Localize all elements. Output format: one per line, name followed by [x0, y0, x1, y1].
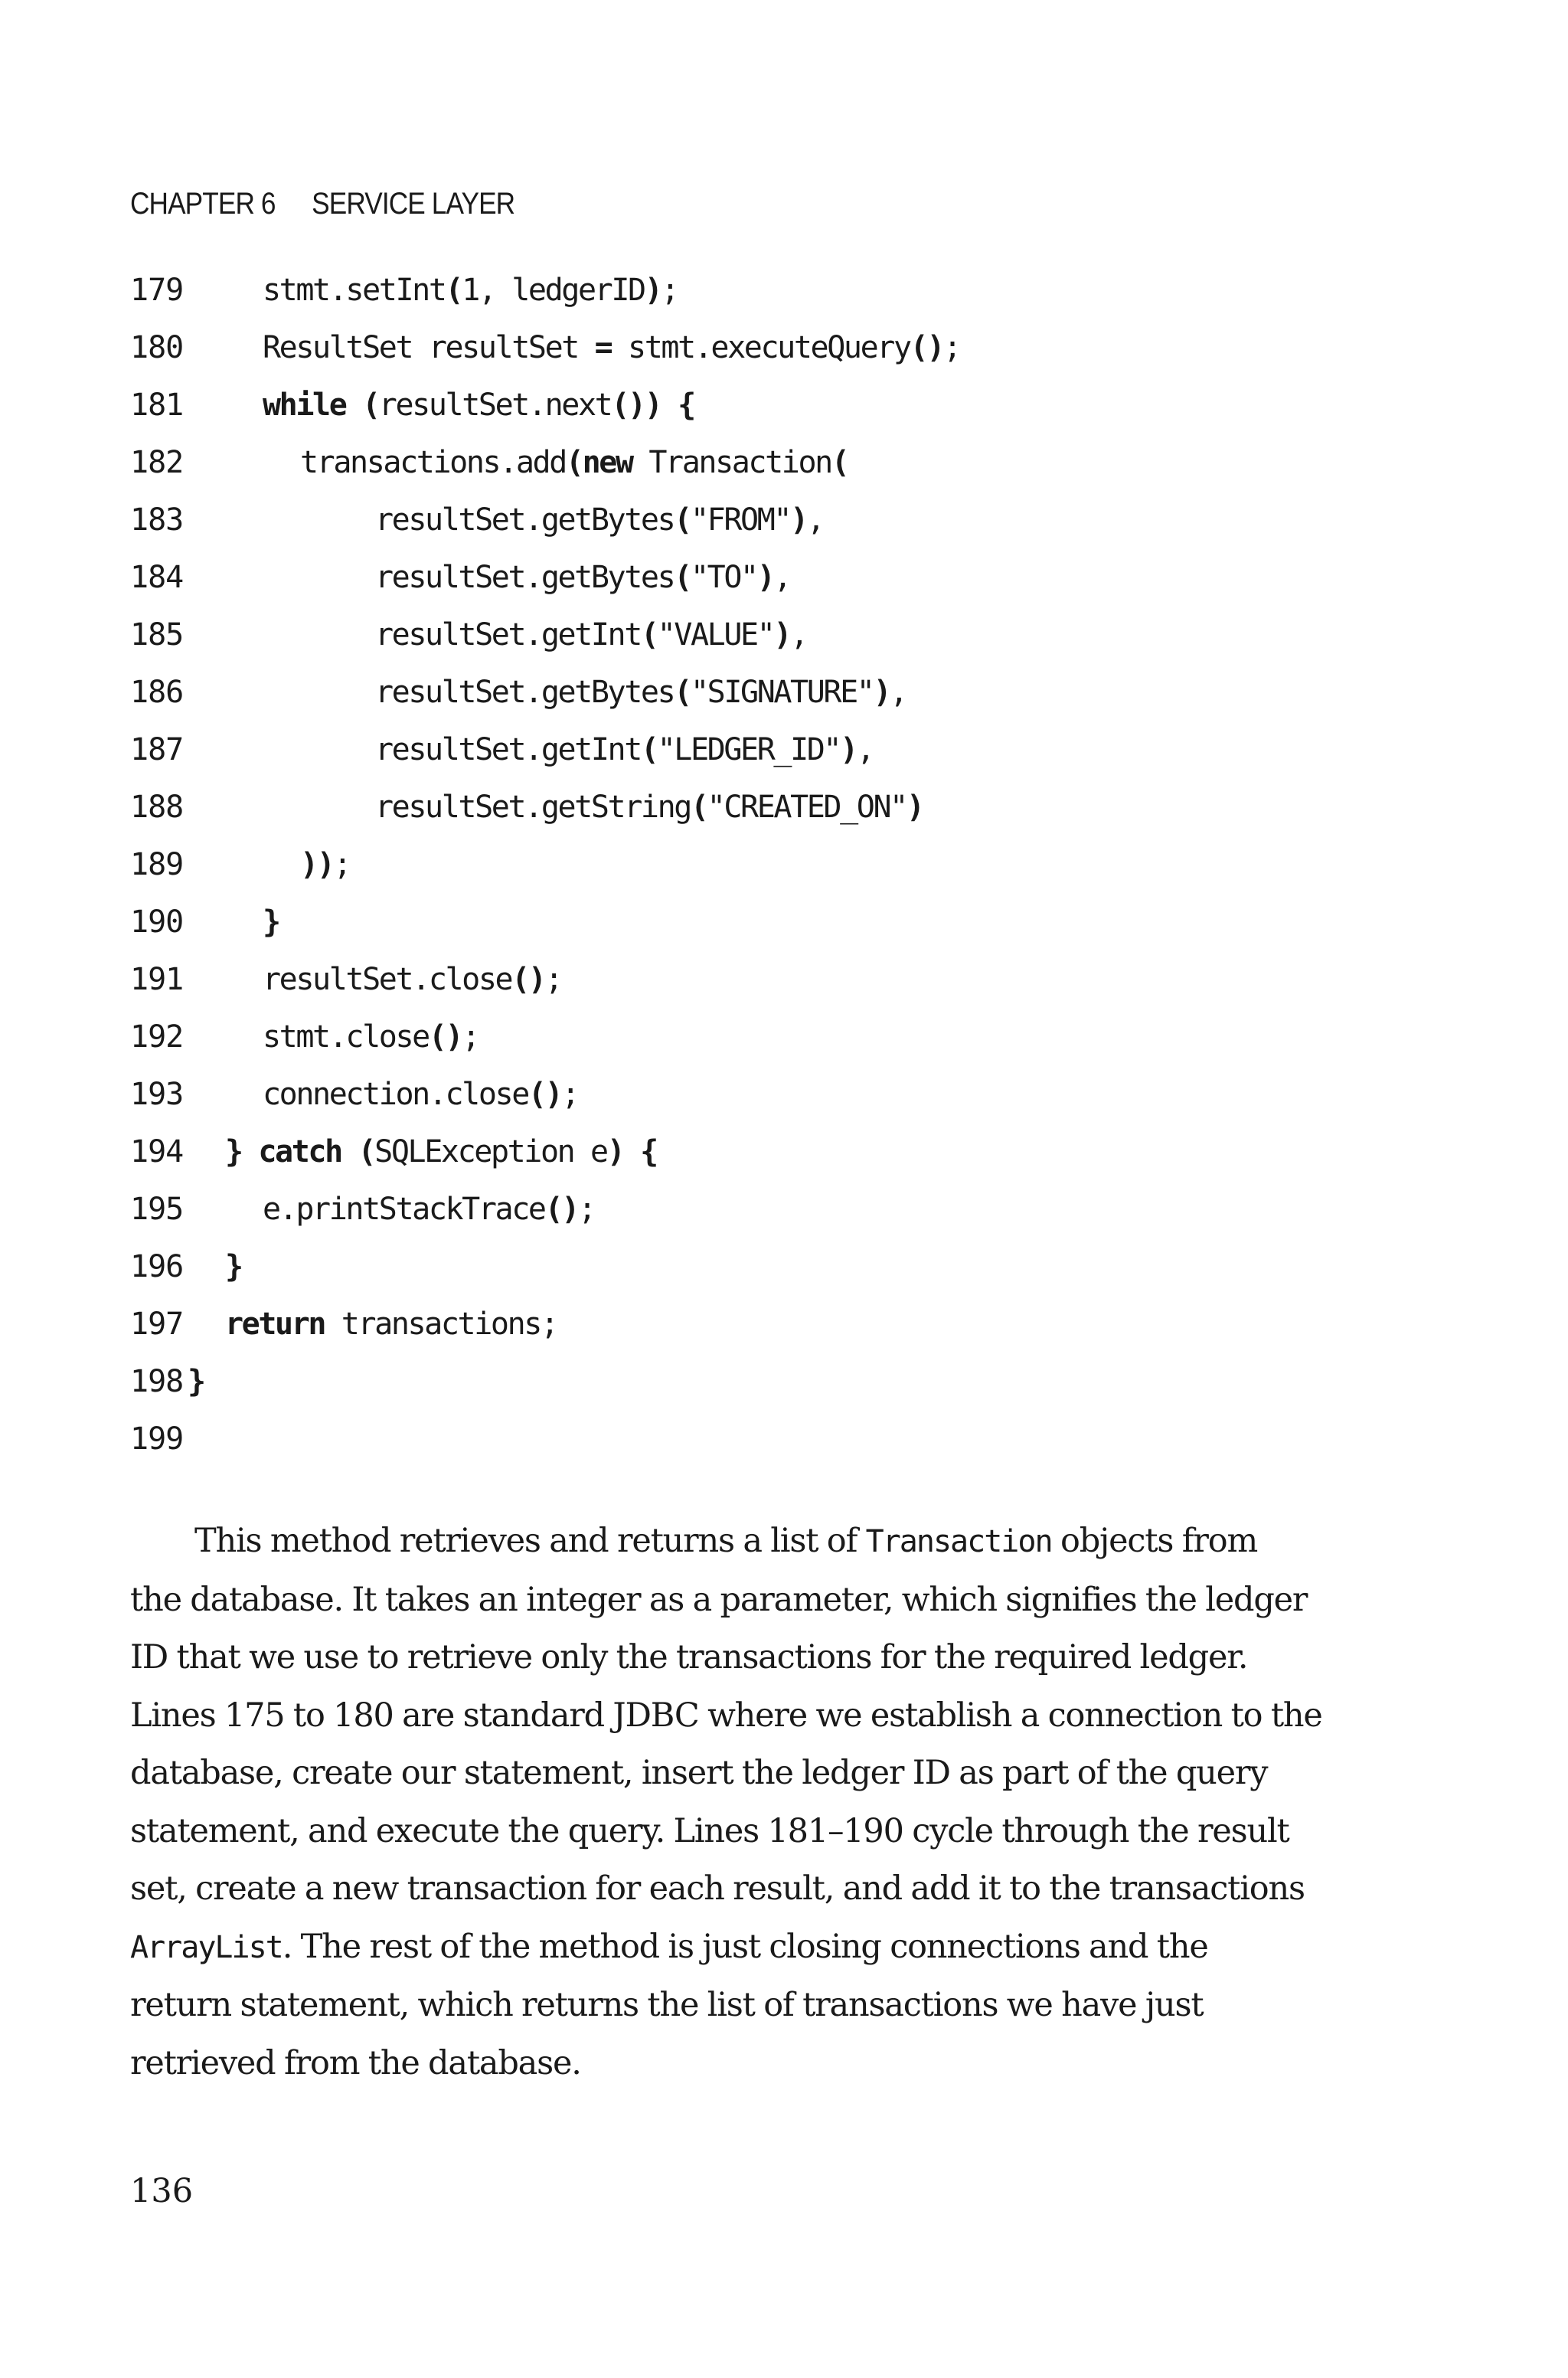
code-line	[0, 894, 1568, 951]
line-number: 197	[130, 1307, 184, 1342]
paragraph-line: retrieved from the database.	[130, 2043, 581, 2082]
code-line	[0, 492, 1568, 549]
paragraph-line: database, create our statement, insert the ledger ID as part of the query	[130, 1754, 1268, 1792]
code-line	[0, 779, 1568, 836]
paragraph-line: This method retrieves and returns a list of Transaction objects from	[194, 1522, 1258, 1560]
code-line	[0, 1353, 1568, 1411]
code-line	[0, 1009, 1568, 1066]
code-line	[0, 1411, 1568, 1468]
paragraph-line: set, create a new transaction for each result, and add it to the transactions	[130, 1869, 1305, 1908]
code-text: ));	[300, 847, 351, 882]
code-line	[0, 549, 1568, 607]
code-text: } catch (SQLException e) {	[225, 1134, 657, 1169]
code-text: resultSet.getInt("VALUE"),	[375, 617, 807, 653]
code-line	[0, 607, 1568, 664]
paragraph-line: the database. It takes an integer as a parameter, which signifies the ledger	[130, 1580, 1308, 1619]
code-line	[0, 1238, 1568, 1296]
line-number: 188	[130, 790, 184, 825]
line-number: 185	[130, 617, 184, 653]
code-line	[0, 1066, 1568, 1124]
code-line	[0, 664, 1568, 721]
line-number: 191	[130, 962, 184, 997]
paragraph-line: statement, and execute the query. Lines 181–190 cycle through the result	[130, 1811, 1289, 1850]
code-line	[0, 434, 1568, 492]
section-label: SERVICE LAYER	[312, 187, 515, 221]
code-text: }	[225, 1249, 242, 1284]
paragraph-line: ID that we use to retrieve only the transactions for the required ledger.	[130, 1638, 1248, 1676]
code-text: resultSet.getString("CREATED_ON")	[375, 790, 923, 825]
line-number: 187	[130, 732, 184, 767]
code-line	[0, 319, 1568, 377]
line-number: 183	[130, 502, 184, 538]
line-number: 180	[130, 330, 184, 365]
code-text: }	[188, 1364, 204, 1399]
code-text: stmt.close();	[263, 1019, 479, 1055]
running-header	[130, 187, 514, 221]
code-text: resultSet.getBytes("TO"),	[375, 560, 791, 595]
line-number: 184	[130, 560, 184, 595]
code-text: stmt.setInt(1, ledgerID);	[263, 273, 678, 308]
inline-code: ArrayList	[130, 1929, 283, 1965]
line-number: 179	[130, 273, 184, 308]
code-text: resultSet.close();	[263, 962, 562, 997]
code-text: while (resultSet.next()) {	[263, 388, 694, 423]
paragraph-line: Lines 175 to 180 are standard JDBC where we establish a connection to the	[130, 1696, 1322, 1735]
inline-code: Transaction	[865, 1524, 1052, 1559]
code-text: e.printStackTrace();	[263, 1192, 595, 1227]
line-number: 189	[130, 847, 184, 882]
code-text: ResultSet resultSet = stmt.executeQuery();	[263, 330, 960, 365]
code-text: resultSet.getBytes("SIGNATURE"),	[375, 675, 906, 710]
code-line	[0, 721, 1568, 779]
code-line	[0, 1124, 1568, 1181]
line-number: 193	[130, 1077, 184, 1112]
line-number: 181	[130, 388, 184, 423]
code-text: resultSet.getInt("LEDGER_ID"),	[375, 732, 874, 767]
code-text: }	[263, 904, 279, 940]
line-number: 199	[130, 1421, 184, 1457]
body-paragraph	[130, 1513, 1386, 2092]
line-number: 192	[130, 1019, 184, 1055]
line-number: 195	[130, 1192, 184, 1227]
line-number: 186	[130, 675, 184, 710]
code-line	[0, 1296, 1568, 1353]
line-number: 196	[130, 1249, 184, 1284]
code-line	[0, 262, 1568, 319]
code-text: transactions.add(new Transaction(	[300, 445, 848, 480]
line-number: 194	[130, 1134, 184, 1169]
code-text: resultSet.getBytes("FROM"),	[375, 502, 824, 538]
code-line	[0, 1181, 1568, 1238]
line-number: 190	[130, 904, 184, 940]
code-text: return transactions;	[225, 1307, 557, 1342]
code-text: connection.close();	[263, 1077, 578, 1112]
line-number: 198	[130, 1364, 184, 1399]
page-number: 136	[130, 2172, 194, 2210]
paragraph-line: return statement, which returns the list of transactions we have just	[130, 1986, 1204, 2024]
code-line	[0, 951, 1568, 1009]
line-number: 182	[130, 445, 184, 480]
chapter-label: CHAPTER 6	[130, 187, 276, 221]
code-line	[0, 377, 1568, 434]
paragraph-line: ArrayList. The rest of the method is just closing connections and the	[130, 1927, 1208, 1966]
code-line	[0, 836, 1568, 894]
